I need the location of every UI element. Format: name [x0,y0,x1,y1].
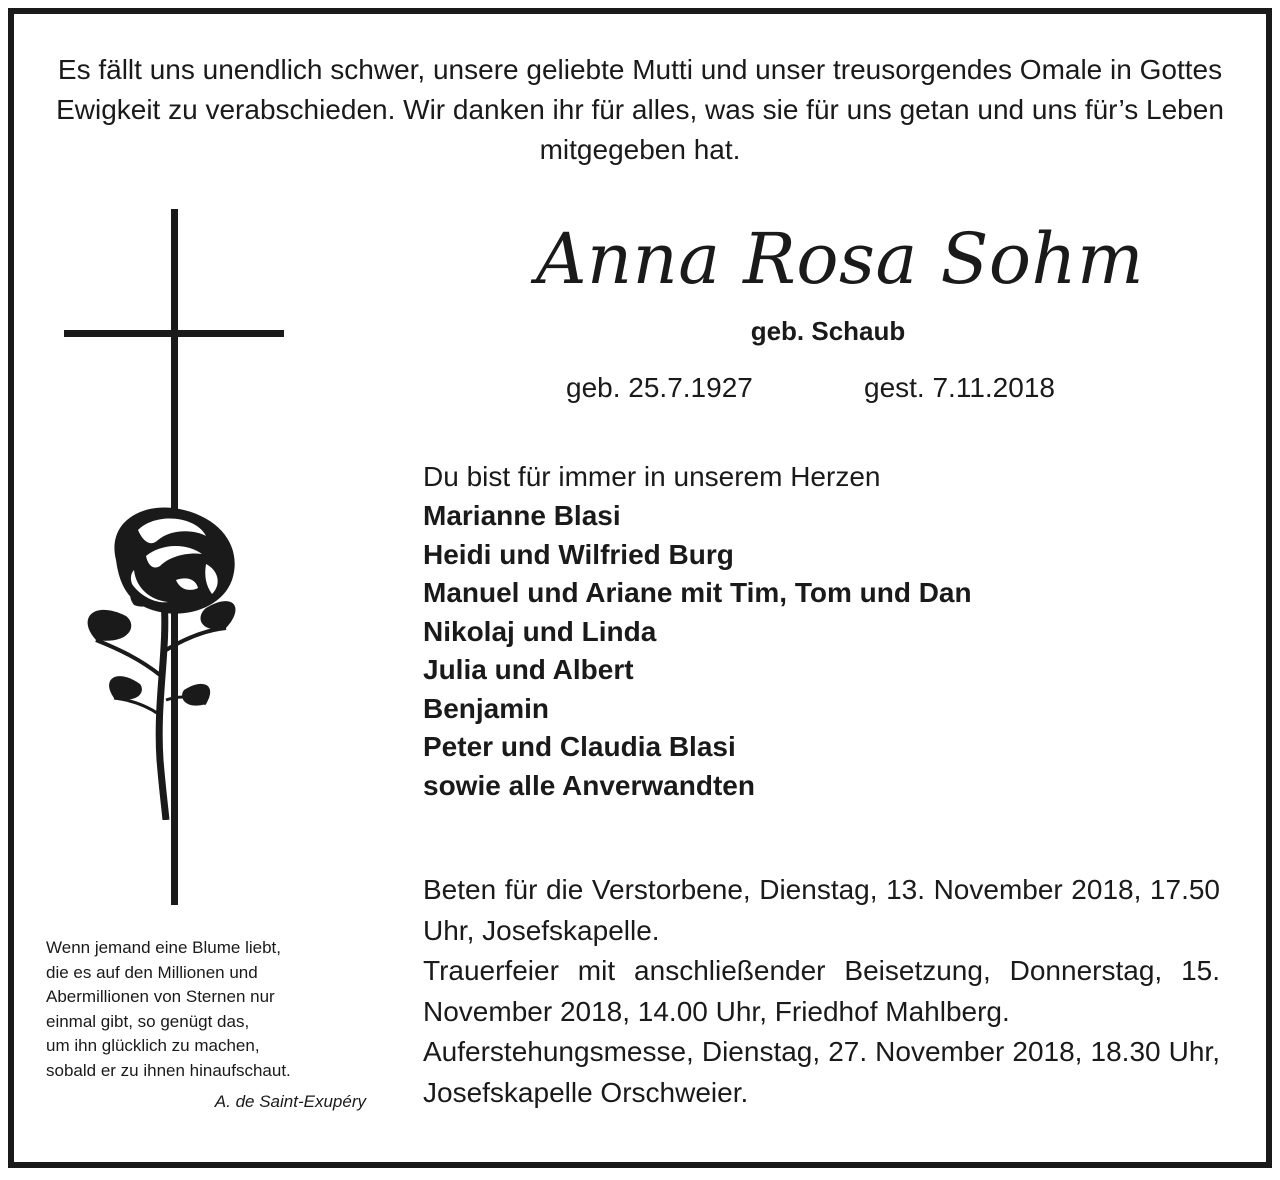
quote-line: Wenn jemand eine Blume liebt, [46,938,281,957]
quote-author: A. de Saint-Exupéry [214,1092,366,1111]
quote-line: die es auf den Millionen und [46,962,258,982]
family-member: sowie alle Anverwandten [423,769,755,801]
quote [46,936,376,1083]
cross-bar [64,330,284,337]
service-mass: Auferstehungsmesse, Dienstag, 27. November 2018, 18.30 Uhr, Josefskapelle Orschweier. [423,1036,1220,1108]
deceased-name: Anna Rosa Sohm [535,218,1144,300]
quote-line: um ihn glücklich zu machen, [46,1036,260,1055]
birth-date: geb. 25.7.1927 [566,372,753,403]
service-prayer: Beten für die Verstorbene, Dienstag, 13. November 2018, 17.50 Uhr, Josefskapelle. [423,874,1220,946]
family-member: Julia und Albert [423,654,634,685]
quote-line: sobald er zu ihnen hinaufschaut. [46,1060,291,1080]
family-member: Peter und Claudia Blasi [423,731,736,762]
family-member: Heidi und Wilfried Burg [423,538,734,570]
family-member: Nikolaj und Linda [423,615,657,647]
family-list [423,457,1223,805]
death-date: gest. 7.11.2018 [864,372,1055,403]
maiden-name: geb. Schaub [750,316,906,346]
quote-line: einmal gibt, so genügt das, [46,1011,250,1031]
service-details [423,870,1220,1113]
family-motto: Du bist für immer in unserem Herzen [423,461,881,492]
service-funeral: Trauerfeier mit anschließender Beisetzung, Donnerstag, 15. November 2018, 14.00 Uhr, Friedhof Mahlberg. [423,955,1220,1027]
family-member: Manuel und Ariane mit Tim, Tom und Dan [423,577,972,608]
family-member: Benjamin [423,692,550,724]
rose-icon [56,500,256,820]
intro-text: Es fällt uns unendlich schwer, unsere geliebte Mutti und unser treusorgendes Omale in Gottes Ewigkeit zu verabschieden. Wir danken ihr für alles, was sie für uns getan und uns für’s Leben mitgegeben hat. [56,54,1224,165]
quote-line: Abermillionen von Sternen nur [46,987,275,1006]
family-member: Marianne Blasi [423,500,621,531]
